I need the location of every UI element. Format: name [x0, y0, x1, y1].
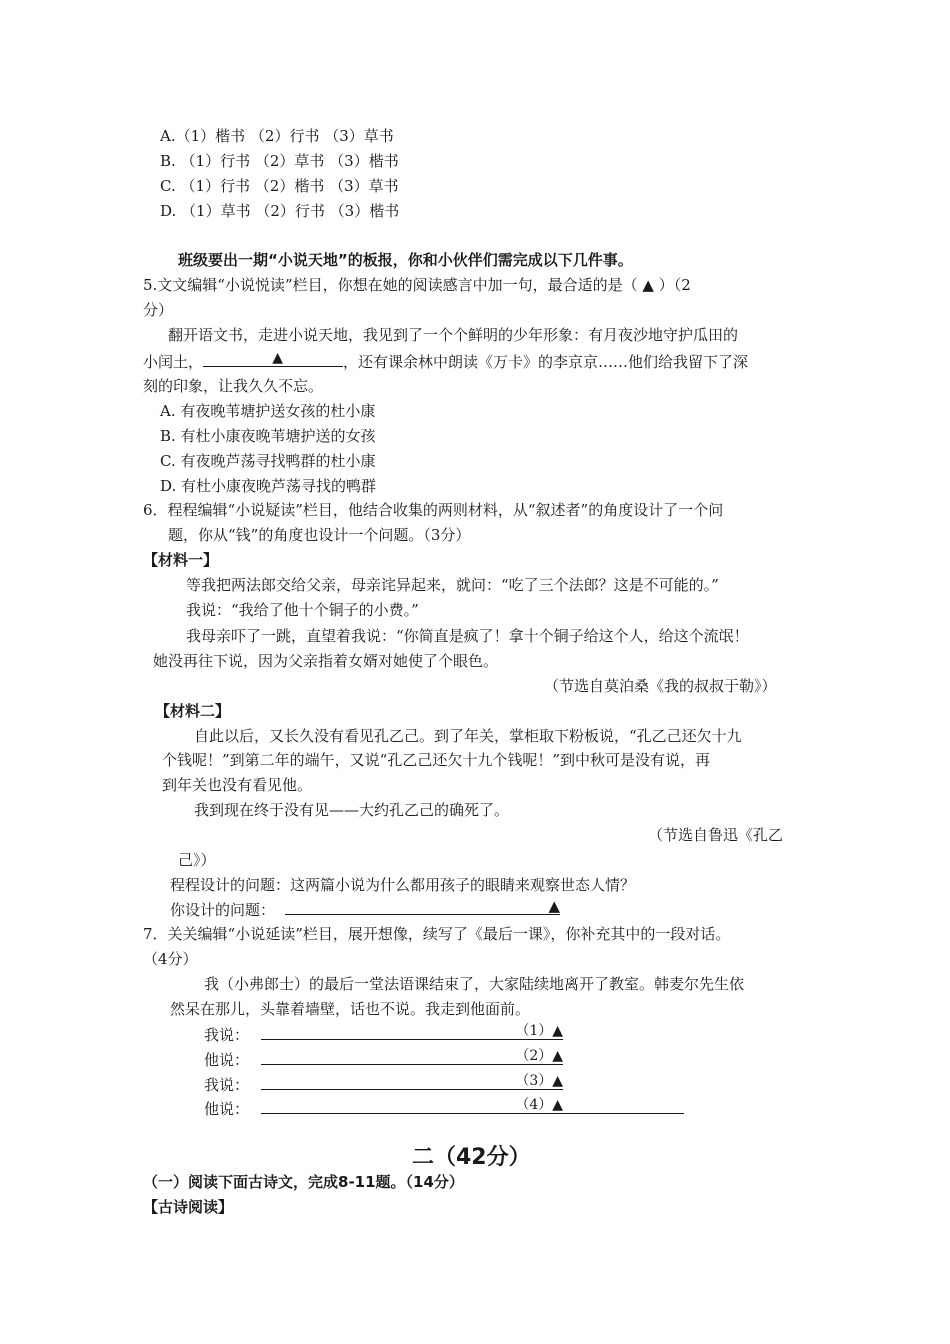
q4-option-c: C. （1）行书 （2）楷书 （3）草书 — [160, 177, 399, 195]
q6-stem: 6．程程编辑“小说疑读”栏目，他结合收集的两则材料，从“叙述者”的角度设计了一个问 — [143, 501, 724, 519]
material-1-line: 我说：“我给了他十个铜子的小费。” — [186, 601, 419, 619]
q6-answer-blank[interactable] — [285, 899, 560, 915]
dialogue-speaker: 我说： — [204, 1026, 250, 1044]
q5-passage-line-2 — [143, 351, 748, 372]
material-1-line: 我母亲吓了一跳，直望着我说：“你简直是疯了！拿十个铜子给这个人，给这个流氓！ — [186, 627, 749, 645]
material-1-title: 【材料一】 — [143, 551, 219, 569]
section-2-subheading: （一）阅读下面古诗文，完成8-11题。（14分） — [143, 1173, 464, 1191]
q4-option-a: A.（1）楷书 （2）行书 （3）草书 — [160, 127, 394, 145]
blank-number-marker: （1）▲ — [515, 1023, 564, 1039]
q5-passage-prefix: 小闰土， — [143, 353, 204, 371]
q5-answer-blank[interactable] — [203, 351, 343, 367]
dialogue-row — [204, 1049, 563, 1070]
blank-triangle-marker: ▲ — [272, 350, 284, 366]
blank-number-marker: （2）▲ — [515, 1048, 564, 1064]
q5-option-b: B. 有杜小康夜晚苇塘护送的女孩 — [160, 427, 376, 445]
section-intro: 班级要出一期“小说天地”的板报，你和小伙伴们需完成以下几件事。 — [178, 251, 633, 269]
q7-passage-line-2: 然呆在那儿，头靠着墙壁，话也不说。我走到他面前。 — [170, 1000, 531, 1018]
dialogue-row — [204, 1098, 684, 1119]
q5-passage-suffix: ，还有课余林中朗读《万卡》的李京京……他们给我留下了深 — [343, 353, 749, 371]
dialogue-answer-blank[interactable] — [261, 1024, 563, 1040]
q5-option-a: A. 有夜晚苇塘护送女孩的杜小康 — [160, 402, 376, 420]
q7-stem: 7．关关编辑“小说延读”栏目，展开想像，续写了《最后一课》，你补充其中的一段对话。 — [143, 925, 731, 943]
q5-stem-cont: 分） — [143, 301, 174, 319]
q4-option-b: B. （1）行书 （2）草书 （3）楷书 — [160, 152, 399, 170]
material-2-line: 到年关也没有看见他。 — [162, 776, 313, 794]
q5-passage-line-3: 刻的印象，让我久久不忘。 — [143, 377, 324, 395]
q5-stem: 5.文文编辑“小说悦读”栏目，你想在她的阅读感言中加一句，最合适的是（ ▲ ）（2 — [143, 276, 691, 294]
q6-your-question — [170, 899, 560, 920]
section-2-heading: 二（42分） — [412, 1145, 531, 1170]
q4-option-d: D. （1）草书 （2）行书 （3）楷书 — [160, 202, 400, 220]
dialogue-speaker: 我说： — [204, 1076, 250, 1094]
material-1-line: 等我把两法郎交给父亲，母亲诧异起来，就问：“吃了三个法郎？这是不可能的。” — [186, 576, 719, 594]
dialogue-answer-blank[interactable] — [261, 1049, 563, 1065]
material-1-source: （节选自莫泊桑《我的叔叔于勒》） — [544, 677, 777, 695]
material-2-source-cont: 己》） — [178, 851, 216, 869]
q7-stem-cont: （4分） — [143, 950, 198, 968]
dialogue-row — [204, 1074, 563, 1095]
blank-number-marker: （3）▲ — [515, 1073, 564, 1089]
material-2-title: 【材料二】 — [155, 702, 231, 720]
material-2-source: （节选自鲁迅《孔乙 — [648, 826, 784, 844]
dialogue-row — [204, 1024, 563, 1045]
blank-number-marker: （4）▲ — [515, 1097, 564, 1113]
material-2-line: 我到现在终于没有见——大约孔乙己的确死了。 — [194, 801, 510, 819]
q5-option-d: D. 有杜小康夜晚芦荡寻找的鸭群 — [160, 477, 377, 495]
q6-stem-cont: 题，你从“钱”的角度也设计一个问题。（3分） — [168, 526, 471, 544]
q5-passage-line-1: 翻开语文书，走进小说天地，我见到了一个个鲜明的少年形象：有月夜沙地守护瓜田的 — [168, 326, 739, 344]
dialogue-answer-blank[interactable] — [261, 1098, 684, 1114]
dialogue-speaker: 他说： — [204, 1100, 250, 1118]
q6-your-question-label: 你设计的问题： — [170, 901, 276, 919]
q5-option-c: C. 有夜晚芦荡寻找鸭群的杜小康 — [160, 452, 376, 470]
dialogue-speaker: 他说： — [204, 1051, 250, 1069]
q6-sample-question: 程程设计的问题：这两篇小说为什么都用孩子的眼睛来观察世态人情？ — [170, 876, 636, 894]
material-2-line: 自此以后，又长久没有看见孔乙己。到了年关，掌柜取下粉板说，“孔乙己还欠十九 — [194, 727, 742, 745]
dialogue-answer-blank[interactable] — [261, 1074, 563, 1090]
material-2-line: 个钱呢！”到第二年的端午，又说“孔乙己还欠十九个钱呢！”到中秋可是没有说，再 — [162, 751, 711, 769]
q7-passage-line-1: 我（小弗郎士）的最后一堂法语课结束了，大家陆续地离开了教室。韩麦尔先生依 — [204, 975, 745, 993]
blank-triangle-marker: ▲ — [548, 897, 561, 915]
material-1-line: 她没再往下说，因为父亲指着女婿对她使了个眼色。 — [153, 652, 499, 670]
ancient-poem-label: 【古诗阅读】 — [143, 1198, 234, 1216]
